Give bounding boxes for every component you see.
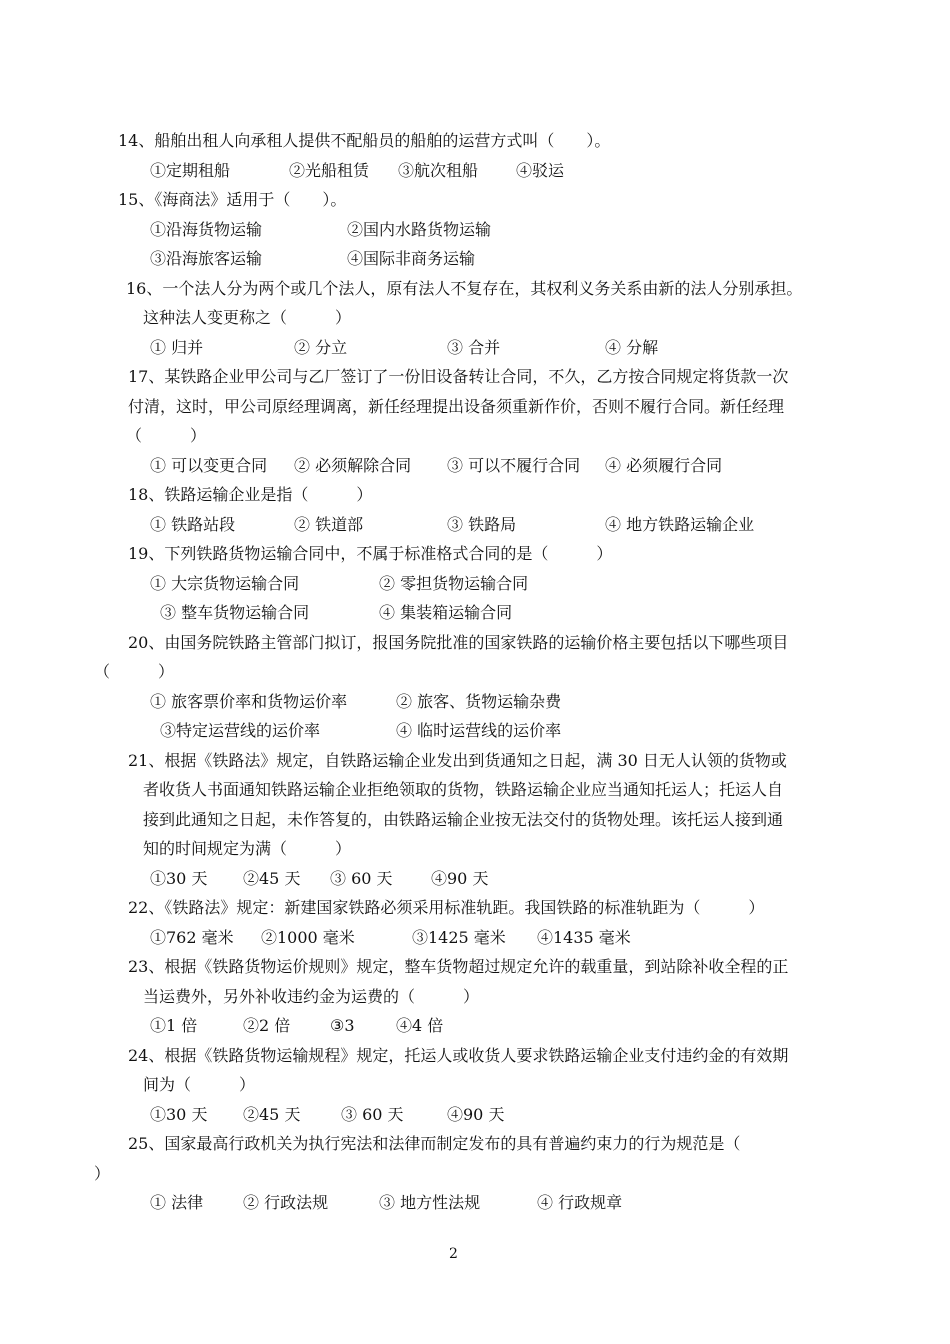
question-25-stem-line-1: 25、国家最高行政机关为执行宪法和法律而制定发布的具有普遍约束力的行为规范是（ [128, 1134, 741, 1153]
question-21-option-3: ③ 60 天 [330, 869, 393, 888]
question-18-option-2: ② 铁道部 [294, 515, 364, 534]
question-14-option-4: ④驳运 [516, 161, 565, 180]
page-number: 2 [449, 1246, 458, 1262]
question-14-option-1: ①定期租船 [150, 161, 231, 180]
question-16-option-1: ① 归并 [150, 338, 204, 357]
question-19-option-2: ② 零担货物运输合同 [379, 574, 529, 593]
question-25-option-4: ④ 行政规章 [537, 1193, 623, 1212]
question-18-option-4: ④ 地方铁路运输企业 [605, 515, 755, 534]
question-21-stem-line-2: 者收货人书面通知铁路运输企业拒绝领取的货物，铁路运输企业应当通知托运人；托运人自 [143, 780, 784, 799]
question-17-stem-line-1: 17、某铁路企业甲公司与乙厂签订了一份旧设备转让合同，不久，乙方按合同规定将货款一次 [128, 367, 789, 386]
question-25-stem-line-2: ） [94, 1164, 111, 1183]
question-15-option-1: ①沿海货物运输 [150, 220, 263, 239]
question-23-stem-line-1: 23、根据《铁路货物运价规则》规定，整车货物超过规定允许的载重量，到站除补收全程的正 [128, 957, 789, 976]
question-19-option-1: ① 大宗货物运输合同 [150, 574, 300, 593]
question-18-stem: 18、铁路运输企业是指（ ） [128, 485, 373, 504]
question-22-stem: 22、《铁路法》规定：新建国家铁路必须采用标准轨距。我国铁路的标准轨距为（ ） [128, 898, 765, 917]
question-15-option-3: ③沿海旅客运输 [150, 249, 263, 268]
question-18-option-3: ③ 铁路局 [447, 515, 517, 534]
question-24-option-3: ③ 60 天 [341, 1105, 404, 1124]
question-16-option-3: ③ 合并 [447, 338, 501, 357]
question-21-option-2: ②45 天 [243, 869, 301, 888]
question-20-option-4: ④ 临时运营线的运价率 [396, 721, 562, 740]
question-21-stem-line-4: 知的时间规定为满（ ） [143, 839, 352, 858]
question-19-stem: 19、下列铁路货物运输合同中，不属于标准格式合同的是（ ） [128, 544, 613, 563]
question-24-stem-line-1: 24、根据《铁路货物运输规程》规定，托运人或收货人要求铁路运输企业支付违约金的有效期 [128, 1046, 789, 1065]
question-20-stem-line-1: 20、由国务院铁路主管部门拟订，报国务院批准的国家铁路的运输价格主要包括以下哪些项目 [128, 633, 789, 652]
question-20-stem-line-2: （ ） [94, 662, 175, 681]
question-15-stem: 15、《海商法》适用于（ ）。 [118, 190, 347, 209]
question-17-option-3: ③ 可以不履行合同 [447, 456, 581, 475]
question-24-option-1: ①30 天 [150, 1105, 208, 1124]
question-17-stem-line-3: （ ） [126, 426, 207, 445]
question-23-option-1: ①1 倍 [150, 1016, 198, 1035]
question-23-stem-line-2: 当运费外，另外补收违约金为运费的（ ） [143, 987, 480, 1006]
question-21-stem-line-3: 接到此通知之日起，未作答复的，由铁路运输企业按无法交付的货物处理。该托运人接到通 [143, 810, 784, 829]
question-22-option-3: ③1425 毫米 [412, 928, 506, 947]
question-23-option-4: ④4 倍 [396, 1016, 444, 1035]
question-22-option-4: ④1435 毫米 [537, 928, 631, 947]
question-17-option-1: ① 可以变更合同 [150, 456, 268, 475]
question-14-stem: 14、船舶出租人向承租人提供不配船员的船舶的运营方式叫（ ）。 [118, 131, 611, 150]
question-16-stem-line-1: 16、一个法人分为两个或几个法人，原有法人不复存在，其权利义务关系由新的法人分别承担。 [126, 279, 803, 298]
question-20-option-3: ③特定运营线的运价率 [160, 721, 321, 740]
question-16-stem-line-2: 这种法人变更称之（ ） [143, 308, 352, 327]
question-17-option-4: ④ 必须履行合同 [605, 456, 723, 475]
question-24-option-4: ④90 天 [447, 1105, 505, 1124]
question-19-option-3: ③ 整车货物运输合同 [160, 603, 310, 622]
question-25-option-2: ② 行政法规 [243, 1193, 329, 1212]
question-20-option-1: ① 旅客票价率和货物运价率 [150, 692, 348, 711]
question-25-option-1: ① 法律 [150, 1193, 204, 1212]
question-22-option-2: ②1000 毫米 [261, 928, 355, 947]
question-15-option-2: ②国内水路货物运输 [347, 220, 492, 239]
question-23-option-2: ②2 倍 [243, 1016, 291, 1035]
question-17-stem-line-2: 付清，这时，甲公司原经理调离，新任经理提出设备须重新作价，否则不履行合同。新任经理 [128, 397, 785, 416]
question-21-stem-line-1: 21、根据《铁路法》规定，自铁路运输企业发出到货通知之日起，满 30 日无人认领的货物或 [128, 751, 787, 770]
question-21-option-1: ①30 天 [150, 869, 208, 888]
question-16-option-2: ② 分立 [294, 338, 348, 357]
question-18-option-1: ① 铁路站段 [150, 515, 236, 534]
question-25-option-3: ③ 地方性法规 [379, 1193, 481, 1212]
question-21-option-4: ④90 天 [431, 869, 489, 888]
question-24-option-2: ②45 天 [243, 1105, 301, 1124]
question-15-option-4: ④国际非商务运输 [347, 249, 476, 268]
question-17-option-2: ② 必须解除合同 [294, 456, 412, 475]
question-19-option-4: ④ 集装箱运输合同 [379, 603, 513, 622]
question-24-stem-line-2: 间为（ ） [143, 1075, 256, 1094]
question-16-option-4: ④ 分解 [605, 338, 659, 357]
question-22-option-1: ①762 毫米 [150, 928, 234, 947]
question-20-option-2: ② 旅客、货物运输杂费 [396, 692, 562, 711]
question-14-option-2: ②光船租赁 [289, 161, 370, 180]
question-14-option-3: ③航次租船 [398, 161, 479, 180]
question-23-option-3: ③3 [330, 1016, 355, 1035]
